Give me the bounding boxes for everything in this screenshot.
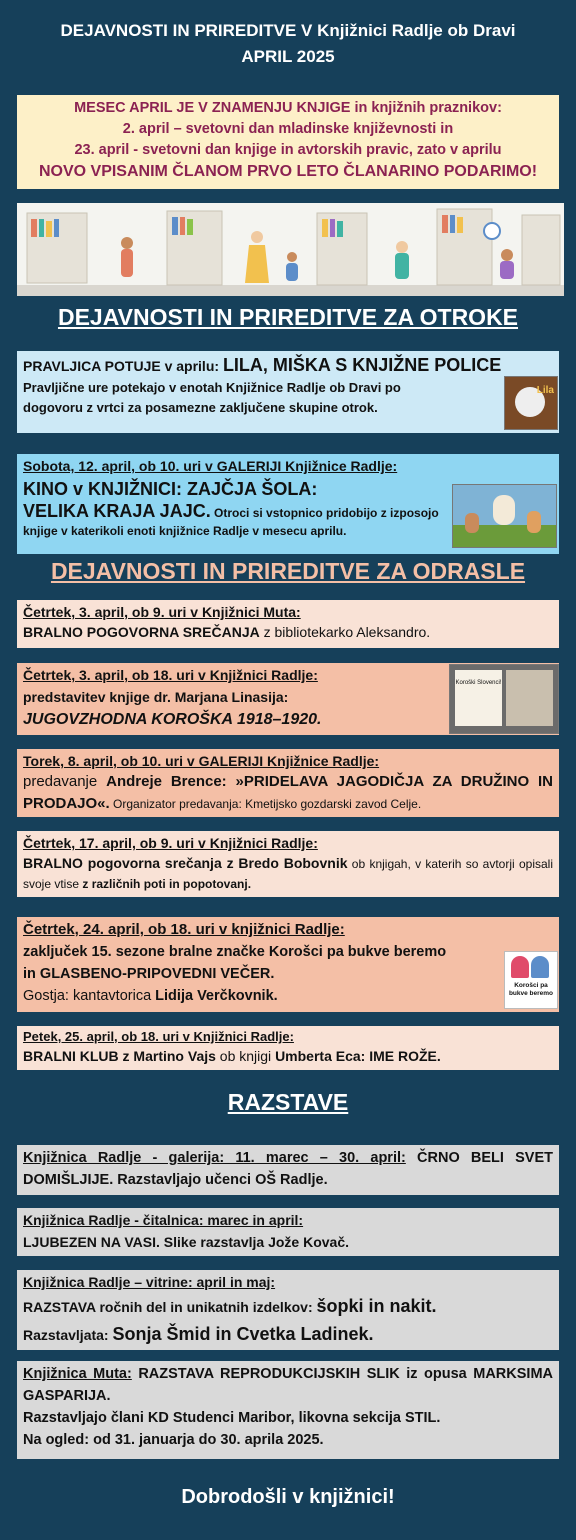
exhibition-title: ČRNO BELI SVET DOMIŠLJIJE. Razstavljajo učenci OŠ Radlje. — [23, 1150, 553, 1188]
book-title: Umberta Eca: IME ROŽE. — [275, 1048, 441, 1064]
book-title: JUGOVZHODNA KOROŠKA 1918–1920. — [23, 711, 322, 728]
exhibition-location: Knjižnica Radlje - galerija: 11. marec – 30. april: — [23, 1150, 406, 1166]
event-date: Četrtek, 3. april, ob 9. uri v Knjižnici Muta: — [23, 604, 301, 620]
event-date: Četrtek, 24. april, ob 18. uri v knjižnici Radlje: — [23, 921, 345, 938]
exhibition-title: LJUBEZEN NA VASI. Slike razstavlja Jože Kovač. — [23, 1234, 350, 1250]
notice-line: 2. april – svetovni dan mladinske književnosti in — [122, 121, 454, 137]
library-banner-illustration — [17, 203, 564, 296]
badge-label: Korošci pa bukve beremo — [508, 982, 554, 997]
notice-line: MESEC APRIL JE V ZNAMENJU KNJIGE in knjižnih praznikov: — [74, 100, 502, 116]
event-adult-book-presentation — [17, 663, 559, 735]
exhibition-title: šopki in nakit. — [316, 1296, 437, 1316]
exhibition-location: Knjižnica Radlje - čitalnica: marec in april: — [23, 1212, 304, 1228]
library-scene-icon — [17, 203, 564, 296]
event-date: Četrtek, 3. april, ob 18. uri v Knjižnici Radlje: — [23, 667, 318, 683]
event-children-cinema — [17, 454, 559, 554]
event-adult-book-club — [17, 1026, 559, 1070]
exhibition-showcases — [17, 1270, 559, 1350]
section-title-adults: DEJAVNOSTI IN PRIREDITVE ZA ODRASLE — [50, 558, 526, 584]
event-title: BRALNO pogovorna srečanja z Bredo Bobovnik — [23, 855, 348, 871]
event-title: Andreje Brence: »PRIDELAVA JAGODIČJA ZA DRUŽINO IN PRODAJO«. — [23, 773, 553, 812]
welcome-footer: Dobrodošli v knjižnici! — [181, 1486, 395, 1508]
event-title: LILA, MIŠKA S KNJIŽNE POLICE — [222, 355, 502, 375]
exhibition-location: Knjižnica Radlje – vitrine: april in maj: — [23, 1274, 276, 1290]
event-title-prefix: PRAVLJICA POTUJE v aprilu: — [23, 358, 223, 374]
exhibition-location: Knjižnica Muta: — [23, 1366, 132, 1382]
event-text: ob knjigah, v katerih so avtorji opisali svoje vtise — [23, 857, 553, 891]
event-organizer: Organizator predavanja: Kmetijsko gozdarski zavod Celje. — [109, 797, 422, 811]
event-adult-lecture — [17, 749, 559, 817]
event-title: BRALNO POGOVORNA SREČANJA — [23, 624, 260, 640]
event-title: KINO v KNJIŽNICI: ZAJČJA ŠOLA: — [23, 479, 318, 499]
event-text: zaključek 15. sezone bralne značke Korošci pa bukve beremo — [23, 944, 447, 960]
exhibition-text: Razstavljata: — [23, 1327, 113, 1343]
notice-line: 23. april - svetovni dan knjige in avtorskih pravic, zato v aprilu — [74, 142, 502, 158]
event-text: predavanje — [23, 773, 107, 790]
exhibitors: Sonja Šmid in Cvetka Ladinek. — [112, 1324, 374, 1344]
notice-line: NOVO VPISANIM ČLANOM PRVO LETO ČLANARINO PODARIMO! — [38, 163, 538, 180]
poster-label: Koroški Slovenci! — [455, 670, 502, 726]
exhibition-reading-room — [17, 1208, 559, 1256]
reading-badge-logo — [504, 951, 558, 1009]
exhibition-dates: Na ogled: od 31. januarja do 30. aprila 2025. — [23, 1432, 324, 1448]
event-text: ob knjigi — [215, 1048, 276, 1064]
guest-name: Lidija Verčkovnik. — [155, 988, 278, 1004]
event-date: Četrtek, 17. april, ob 9. uri v Knjižnici Radlje: — [23, 835, 318, 851]
exhibition-text: RAZSTAVA ročnih del in unikatnih izdelkov: — [23, 1299, 317, 1315]
event-text: predstavitev knjige dr. Marjana Linasija: — [23, 689, 289, 705]
event-text: in GLASBENO-PRIPOVEDNI VEČER. — [23, 966, 275, 982]
event-adult-reading-radlje — [17, 831, 559, 897]
notice-box — [17, 95, 559, 189]
movie-still-image — [452, 484, 557, 548]
exhibition-title: RAZSTAVA REPRODUKCIJSKIH SLIK iz opusa MARKSIMA GASPARIJA. — [23, 1366, 553, 1404]
guest-label: Gostja: kantavtorica — [23, 988, 156, 1004]
book-cover-label: Lila — [536, 385, 554, 396]
event-text: Otroci si vstopnico pridobijo z izposojo knjige v katerikoli enoti knjižnice Radlje v mesecu aprilu. — [23, 506, 439, 538]
page-title: DEJAVNOSTI IN PRIREDITVE V Knjižnici Radlje ob Dravi — [60, 21, 516, 40]
section-title-exhibitions: RAZSTAVE — [227, 1089, 349, 1115]
event-date: Sobota, 12. april, ob 10. uri v GALERIJI Knjižnice Radlje: — [23, 458, 398, 474]
page-subtitle: APRIL 2025 — [241, 47, 335, 66]
event-adult-reading-badge — [17, 917, 559, 1012]
event-text-bold: z različnih poti in popotovanj. — [82, 877, 252, 891]
event-children-fairytale — [17, 351, 559, 433]
event-title-2: VELIKA KRAJA JAJC. — [23, 501, 211, 521]
event-text: z bibliotekarko Aleksandro. — [259, 624, 431, 640]
event-date: Torek, 8. april, ob 10. uri v GALERIJI Knjižnice Radlje: — [23, 753, 380, 769]
section-title-children: DEJAVNOSTI IN PRIREDITVE ZA OTROKE — [57, 304, 519, 330]
book-poster-image — [449, 664, 559, 734]
exhibition-gallery — [17, 1145, 559, 1195]
exhibition-muta — [17, 1361, 559, 1459]
book-cover-image — [504, 376, 558, 430]
exhibition-text: Razstavljajo člani KD Studenci Maribor, likovna sekcija STIL. — [23, 1410, 441, 1426]
event-text: Pravljične ure potekajo v enotah Knjižnice Radlje ob Dravi po dogovoru z vrtci za posamezne zaključene skupine otrok. — [23, 380, 401, 415]
event-date: Petek, 25. april, ob 18. uri v Knjižnici Radlje: — [23, 1029, 294, 1044]
event-adult-reading-muta — [17, 600, 559, 648]
event-title: BRALNI KLUB z Martino Vajs — [23, 1048, 216, 1064]
